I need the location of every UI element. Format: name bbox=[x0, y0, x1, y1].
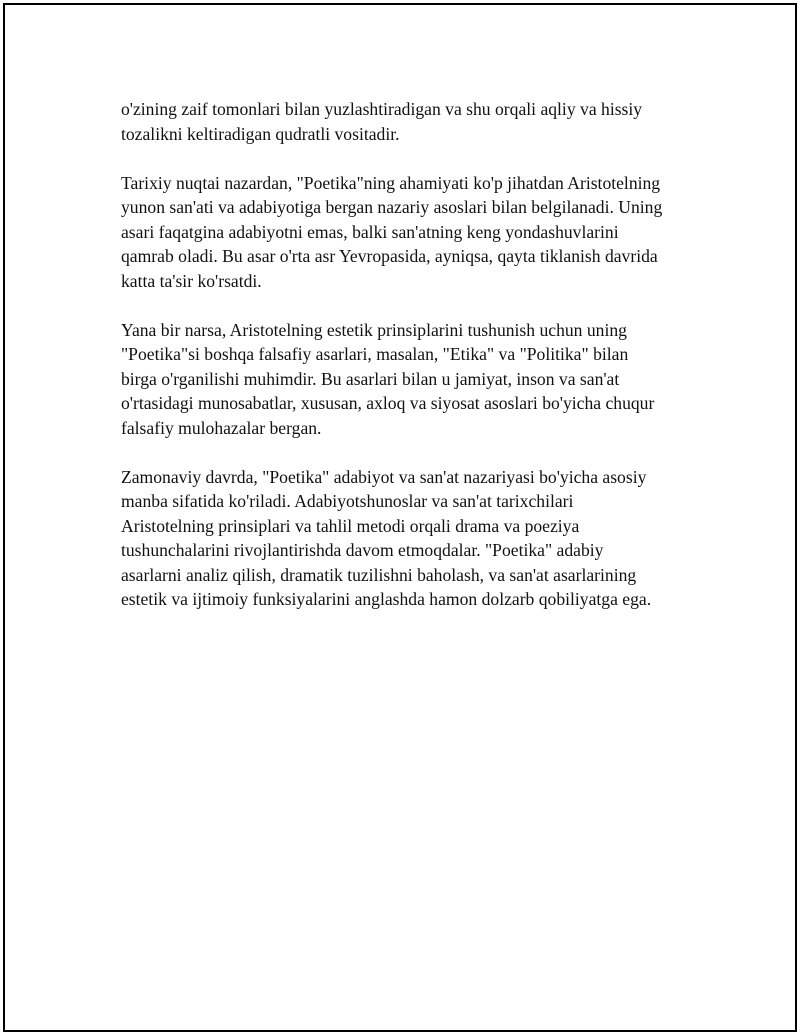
paragraph-4 bbox=[121, 465, 701, 612]
text-line: qamrab oladi. Bu asar o'rta asr Yevropasida, ayniqsa, qayta tiklanish davrida bbox=[121, 246, 658, 266]
text-line: Zamonaviy davrda, "Poetika" adabiyot va san'at nazariyasi bo'yicha asosiy bbox=[121, 466, 647, 487]
paragraph-2 bbox=[121, 171, 701, 294]
text-line: o'zining zaif tomonlari bilan yuzlashtiradigan va shu orqali aqliy va hissiy bbox=[121, 99, 643, 119]
document-page bbox=[3, 3, 797, 1032]
paragraph-1 bbox=[121, 97, 701, 146]
text-line: asarlarni analiz qilish, dramatik tuzilishni baholash, va san'at asarlarining bbox=[121, 564, 637, 585]
text-line: birga o'rganilishi muhimdir. Bu asarlari bilan u jamiyat, inson va san'at bbox=[121, 368, 620, 389]
text-line: manba sifatida ko'riladi. Adabiyotshunoslar va san'at tarixchilari bbox=[121, 491, 574, 511]
text-line: estetik va ijtimoiy funksiyalarini anglashda hamon dolzarb qobiliyatga ega. bbox=[121, 589, 652, 609]
text-line: o'rtasidagi munosabatlar, xususan, axloq va siyosat asoslari bo'yicha chuqur bbox=[121, 393, 655, 413]
paragraph-3 bbox=[121, 318, 701, 441]
text-line: falsafiy mulohazalar bergan. bbox=[121, 417, 322, 438]
text-line: Aristotelning prinsiplari va tahlil metodi orqali drama va poeziya bbox=[121, 515, 580, 536]
text-line: Tarixiy nuqtai nazardan, "Poetika"ning ahamiyati ko'p jihatdan Aristotelning bbox=[121, 172, 661, 193]
text-line: "Poetika"si boshqa falsafiy asarlari, masalan, "Etika" va "Politika" bilan bbox=[121, 344, 629, 364]
text-line: katta ta'sir ko'rsatdi. bbox=[121, 270, 262, 291]
text-line: Yana bir narsa, Aristotelning estetik prinsiplarini tushunish uchun uning bbox=[121, 319, 627, 340]
text-line: yunon san'ati va adabiyotiga bergan nazariy asoslari bilan belgilanadi. Uning bbox=[121, 197, 663, 217]
text-line: tushunchalarini rivojlantirishda davom etmoqdalar. "Poetika" adabiy bbox=[121, 540, 604, 560]
document-body bbox=[121, 97, 701, 636]
text-line: tozalikni keltiradigan qudratli vositadir. bbox=[121, 123, 400, 144]
text-line: asari faqatgina adabiyotni emas, balki san'atning keng yondashuvlarini bbox=[121, 221, 619, 242]
